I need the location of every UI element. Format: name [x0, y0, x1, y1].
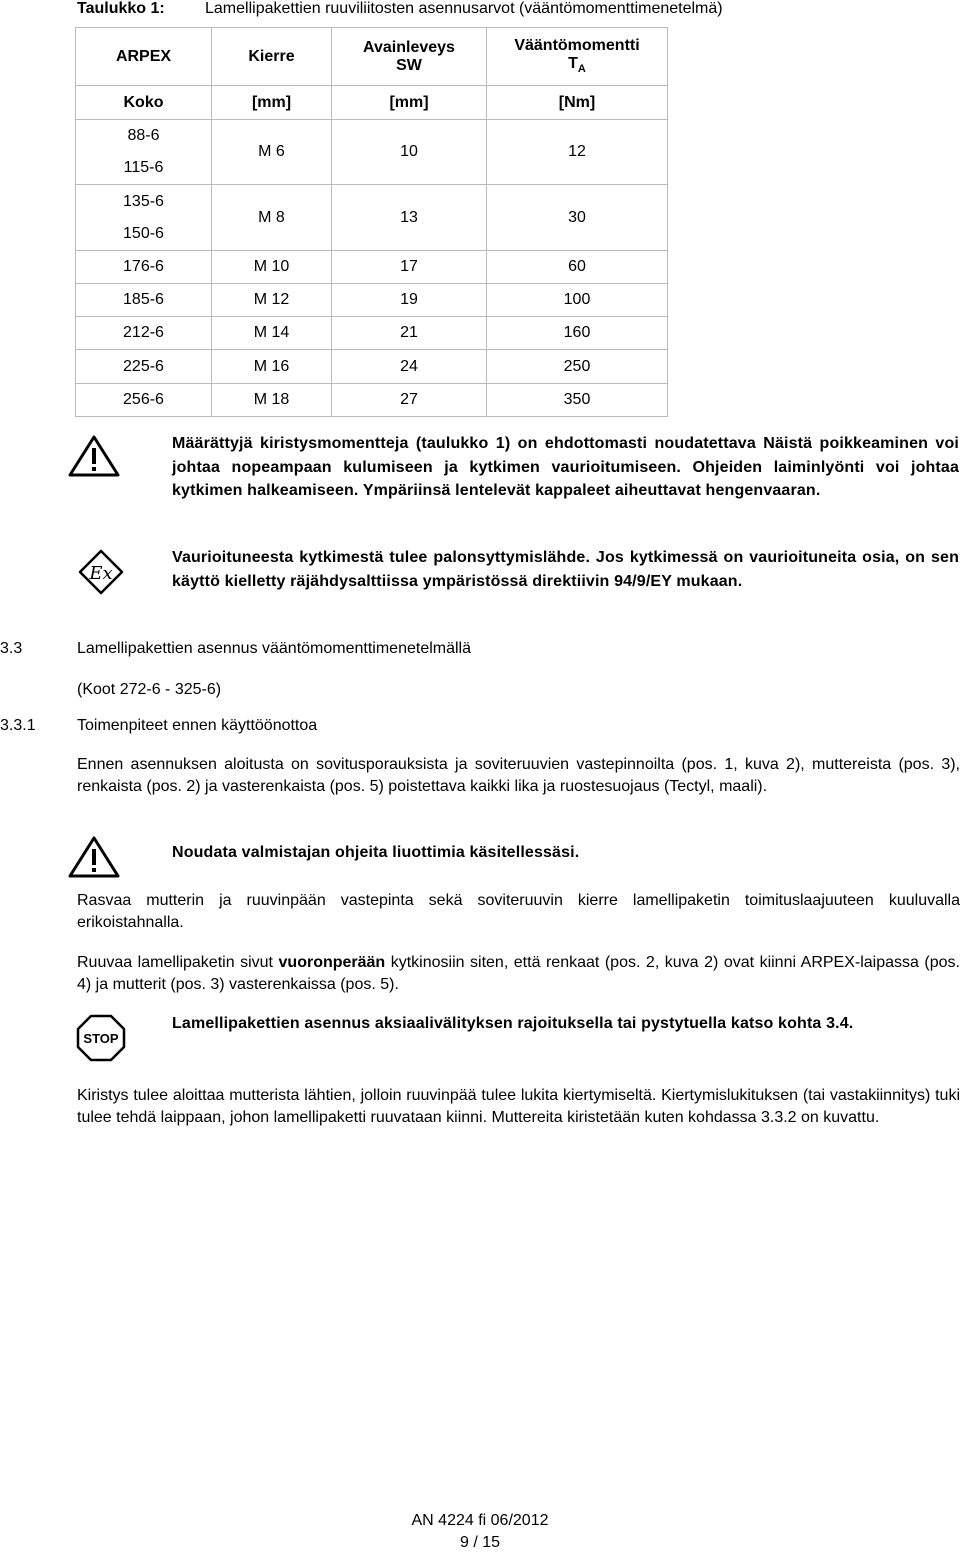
- header-avainleveys-label: Avainleveys: [363, 38, 455, 56]
- thread-cell: M 12: [212, 284, 332, 317]
- sw-cell: 10: [332, 120, 487, 185]
- table-row: [76, 284, 668, 317]
- paragraph-tightening: Kiristys tulee aloittaa mutterista lähtien, jolloin ruuvinpää tulee lukita kiertymiseltä. Kiertymislukituksen (tai vastakiinnitys) tuki tulee tehdä laippaan, johon lamellipaketti ruuvataan kiinni. Muttereita kiristetään kuten kohdassa 3.3.2 on kuvattu.: [77, 1087, 960, 1126]
- torque-cell: 350: [487, 384, 668, 417]
- header-ta-label: [487, 55, 667, 75]
- warning-triangle-icon: [67, 835, 121, 879]
- size-value: 150-6: [123, 224, 164, 242]
- unit-koko: Koko: [76, 86, 212, 120]
- unit-mm-2: [mm]: [332, 86, 487, 120]
- thread-cell: M 14: [212, 317, 332, 350]
- size-cell: 185-6: [76, 284, 212, 317]
- header-kierre: Kierre: [212, 28, 332, 86]
- header-vaantomomentti: [487, 28, 668, 86]
- footer-page-number: 9 / 15: [459, 1534, 501, 1551]
- header-vaantomomentti-label: Vääntömomentti: [514, 37, 640, 55]
- sw-cell: 13: [332, 185, 487, 251]
- torque-cell: 60: [487, 251, 668, 284]
- warning-text-ex: Vaurioituneesta kytkimestä tulee palonsyttymislähde. Jos kytkimessä on vaurioituneita osia, on sen käyttö kielletty räjähdysalttiissa ympäristössä direktiivin 94/9/EY mukaan.: [172, 549, 959, 590]
- section-title-3-3: Lamellipakettien asennus vääntömomenttimenetelmällä: [77, 640, 471, 657]
- size-cell: 256-6: [76, 384, 212, 417]
- warning-text-stop: Lamellipakettien asennus aksiaalivälityksen rajoituksella tai pystytuella katso kohta 3.4.: [172, 1015, 854, 1032]
- section-number-3-3-1: 3.3.1: [0, 717, 36, 734]
- size-cell: 176-6: [76, 251, 212, 284]
- thread-cell: M 8: [212, 185, 332, 251]
- table-row: [76, 185, 668, 251]
- size-cell: 225-6: [76, 350, 212, 384]
- header-arpex: ARPEX: [76, 28, 212, 86]
- size-cell: [76, 185, 212, 251]
- thread-cell: M 16: [212, 350, 332, 384]
- thread-cell: M 18: [212, 384, 332, 417]
- sw-cell: 27: [332, 384, 487, 417]
- torque-cell: 30: [487, 185, 668, 251]
- header-avainleveys: [332, 28, 487, 86]
- section-number-3-3: 3.3: [0, 640, 23, 657]
- stop-sign-icon: [76, 1014, 126, 1062]
- torque-cell: 12: [487, 120, 668, 185]
- sw-cell: 24: [332, 350, 487, 384]
- stop-icon-label: STOP: [83, 1031, 119, 1046]
- table-row: [76, 251, 668, 284]
- header-a-subscript: A: [577, 63, 586, 76]
- warning-text-torque: Määrättyjä kiristysmomentteja (taulukko 1) on ehdottomasti noudatettava Näistä poikkeaminen voi johtaa nopeampaan kulumiseen ja kytkimen vaurioitumiseen. Ohjeiden laiminlyönti voi johtaa kytkimen halkeamiseen. Ympäriinsä lentelevät kappaleet aiheuttavat hengenvaaran.: [172, 435, 959, 499]
- paragraph-cleaning: Ennen asennuksen aloitusta on sovitusporauksista ja soviteruuvien vastepinnoilta (pos. 1, kuva 2), muttereista (pos. 3), renkaista (pos. 2) ja vasterenkaista (pos. 5) poistettava kaikki lika ja ruostesuojaus (Tectyl, maali).: [77, 756, 960, 795]
- table-row: [76, 317, 668, 350]
- unit-mm-1: [mm]: [212, 86, 332, 120]
- sw-cell: 21: [332, 317, 487, 350]
- size-value: 135-6: [123, 192, 164, 210]
- torque-table: [75, 27, 668, 417]
- torque-cell: 100: [487, 284, 668, 317]
- table-caption-title: Lamellipakettien ruuviliitosten asennusarvot (vääntömomenttimenetelmä): [205, 0, 723, 17]
- torque-cell: 160: [487, 317, 668, 350]
- section-title-3-3-1: Toimenpiteet ennen käyttöönottoa: [77, 717, 318, 734]
- table-row: [76, 384, 668, 417]
- paragraph-screw-alternately: [77, 952, 960, 996]
- size-cell: [76, 120, 212, 185]
- section-sizes-3-3: (Koot 272-6 - 325-6): [77, 681, 222, 698]
- header-sw-label: SW: [396, 56, 422, 74]
- para3-before: Ruuvaa lamellipaketin sivut: [77, 954, 279, 971]
- footer-doc-id: AN 4224 fi 06/2012: [411, 1512, 549, 1529]
- table-row: [76, 350, 668, 384]
- table-caption-label: Taulukko 1:: [77, 0, 165, 17]
- size-value: 115-6: [123, 159, 164, 176]
- header-t: T: [568, 55, 578, 73]
- thread-cell: M 10: [212, 251, 332, 284]
- torque-cell: 250: [487, 350, 668, 384]
- unit-nm: [Nm]: [487, 86, 668, 120]
- table-row: [76, 120, 668, 185]
- size-cell: 212-6: [76, 317, 212, 350]
- sw-cell: 19: [332, 284, 487, 317]
- thread-cell: M 6: [212, 120, 332, 185]
- para3-bold: vuoronperään: [278, 954, 386, 971]
- warning-triangle-icon: [67, 434, 121, 478]
- paragraph-grease: Rasvaa mutterin ja ruuvinpään vastepinta sekä soviteruuvin kierre lamellipaketin toimituslaajuuteen kuuluvalla erikoistahnalla.: [77, 892, 960, 931]
- size-value: 88-6: [127, 127, 160, 144]
- sw-cell: 17: [332, 251, 487, 284]
- ex-explosion-hazard-icon: [78, 549, 124, 595]
- warning-text-solvents: Noudata valmistajan ohjeita liuottimia käsitellessäsi.: [172, 844, 580, 861]
- para3-after: kytkinosiin siten, että renkaat (pos. 2, kuva 2) ovat kiinni ARPEX-laipassa (pos. 4) ja mutterit (pos. 3) vasterenkaissa (pos. 5).: [77, 954, 960, 993]
- ex-icon-label: Ex: [89, 563, 113, 584]
